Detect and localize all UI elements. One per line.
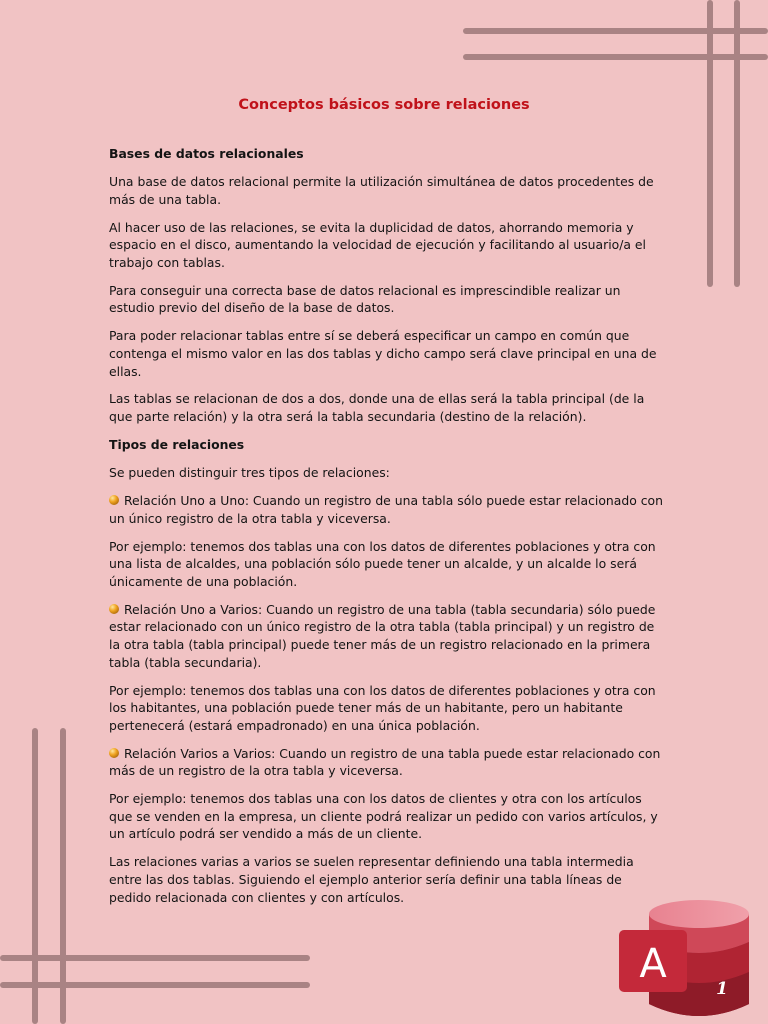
bullet-text: Relación Uno a Uno: Cuando un registro de una tabla sólo puede estar relacionado con un único registro de la otra tabla y viceversa. — [109, 493, 663, 526]
decorative-line-bottom-2 — [0, 982, 310, 988]
decorative-line-right-2 — [734, 0, 740, 287]
section-heading-relationship-types: Tipos de relaciones — [109, 437, 245, 453]
paragraph: Las relaciones varias a varios se suelen representar definiendo una tabla intermedia entre las dos tablas. Siguiendo el ejemplo anterior sería definir una tabla líneas de pedido relacionada con clientes y con artículos. — [109, 854, 634, 905]
logo-letter: A — [639, 941, 667, 987]
decorative-line-right-1 — [707, 0, 713, 287]
bullet-text: Relación Varios a Varios: Cuando un registro de una tabla puede estar relacionado con más de un registro de la otra tabla y viceversa. — [109, 745, 661, 779]
microsoft-access-logo-icon — [615, 898, 755, 1022]
document-body — [109, 145, 664, 917]
page-number: 1 — [716, 979, 728, 999]
decorative-line-top-2 — [463, 54, 768, 60]
paragraph: Para conseguir una correcta base de datos relacional es imprescindible realizar un estudio previo del diseño de la base de datos. — [109, 282, 621, 316]
paragraph: Se pueden distinguir tres tipos de relaciones: — [109, 465, 390, 481]
example-paragraph: Por ejemplo: tenemos dos tablas una con los datos de diferentes poblaciones y otra con los habitantes, una población puede tener más de un habitante, pero un habitante pertenecerá (estará empadronado) en una única población. — [109, 682, 656, 733]
decorative-line-top-1 — [463, 28, 768, 34]
bullet-item-one-to-many — [109, 601, 664, 671]
orange-ball-bullet-icon — [109, 748, 119, 758]
orange-ball-bullet-icon — [109, 495, 119, 505]
bullet-item-one-to-one — [109, 492, 664, 527]
paragraph: Al hacer uso de las relaciones, se evita la duplicidad de datos, ahorrando memoria y espacio en el disco, aumentando la velocidad de ejecución y facilitando al usuario/a el trabajo con tablas. — [109, 219, 646, 270]
page-title: Conceptos básicos sobre relaciones — [238, 96, 530, 113]
bullet-text: Relación Uno a Varios: Cuando un registro de una tabla (tabla secundaria) sólo puede estar relacionado con un único registro de la otra tabla (tabla principal) y un registro de la otra tabla (tabla principal) puede tener más de un registro relacionado en la primera tabla (tabla secundaria). — [109, 601, 656, 670]
bullet-item-many-to-many — [109, 745, 664, 780]
example-paragraph: Por ejemplo: tenemos dos tablas una con los datos de clientes y otra con los artículos que se venden en la empresa, un cliente podrá realizar un pedido con varios artículos, y un artículo podrá ser vendido a más de un cliente. — [109, 791, 658, 842]
decorative-line-left-2 — [60, 728, 66, 1024]
decorative-line-bottom-1 — [0, 955, 310, 961]
decorative-line-left-1 — [32, 728, 38, 1024]
paragraph: Para poder relacionar tablas entre sí se deberá especificar un campo en común que contenga el mismo valor en las dos tablas y dicho campo será clave principal en una de ellas. — [109, 328, 657, 379]
orange-ball-bullet-icon — [109, 604, 119, 614]
section-heading-relational-databases: Bases de datos relacionales — [109, 146, 304, 161]
example-paragraph: Por ejemplo: tenemos dos tablas una con los datos de diferentes poblaciones y otra con una lista de alcaldes, una población sólo puede tener un alcalde, y un alcalde lo será únicamente de una población. — [109, 538, 656, 589]
paragraph: Una base de datos relacional permite la utilización simultánea de datos procedentes de más de una tabla. — [109, 173, 654, 207]
paragraph: Las tablas se relacionan de dos a dos, donde una de ellas será la tabla principal (de la que parte relación) y la otra será la tabla secundaria (destino de la relación). — [109, 391, 645, 425]
